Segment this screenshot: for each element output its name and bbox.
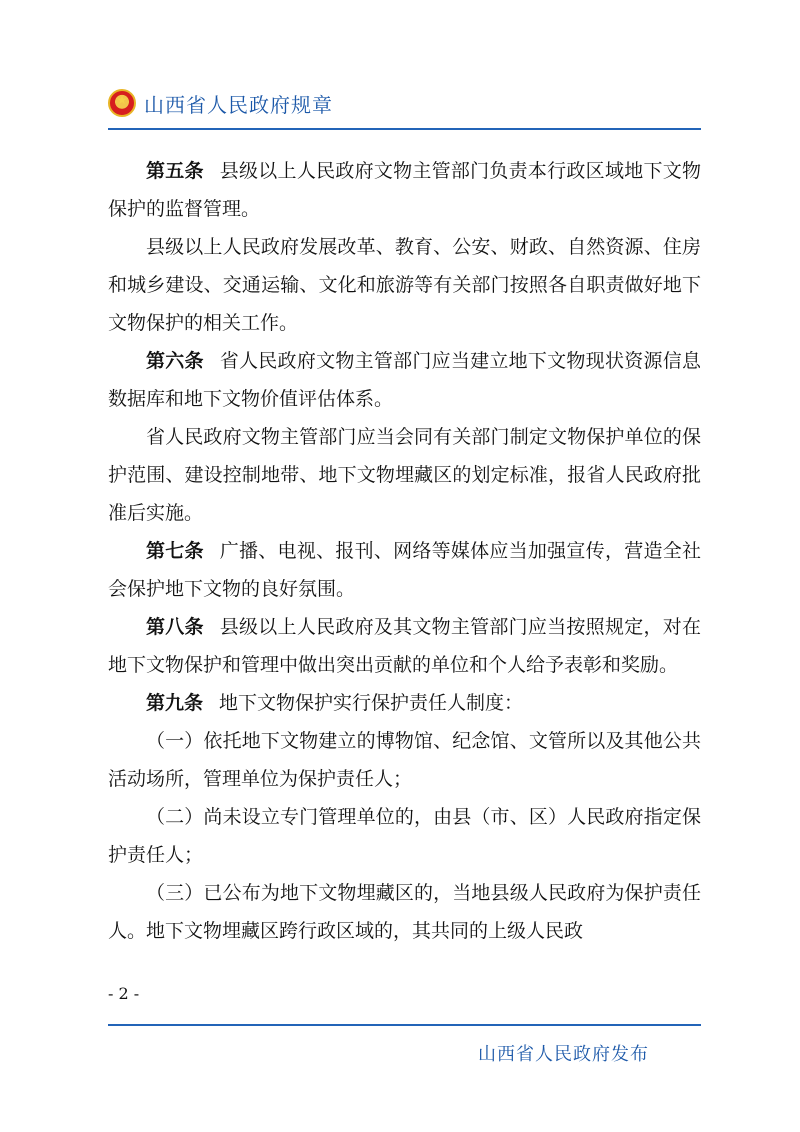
header-title: 山西省人民政府规章 xyxy=(144,92,333,117)
article-number: 第九条 xyxy=(146,692,204,714)
paragraph-text: 地下文物保护实行保护责任人制度： xyxy=(219,692,524,714)
header-rule xyxy=(108,128,701,130)
paragraph-text: 县级以上人民政府发展改革、教育、公安、财政、自然资源、住房和城乡建设、交通运输、文化和旅游等有关部门按照各自职责做好地下文物保护的相关工作。 xyxy=(108,236,701,334)
paragraph-text: 省人民政府文物主管部门应当建立地下文物现状资源信息数据库和地下文物价值评估体系。 xyxy=(108,350,701,410)
paragraph-text: 县级以上人民政府及其文物主管部门应当按照规定，对在地下文物保护和管理中做出突出贡献的单位和个人给予表彰和奖励。 xyxy=(108,616,701,676)
footer-rule xyxy=(108,1024,701,1026)
paragraph-text: （一）依托地下文物建立的博物馆、纪念馆、文管所以及其他公共活动场所，管理单位为保护责任人； xyxy=(108,730,701,790)
paragraph-text: （二）尚未设立专门管理单位的，由县（市、区）人民政府指定保护责任人； xyxy=(108,806,701,866)
paragraph-text: 县级以上人民政府文物主管部门负责本行政区域地下文物保护的监督管理。 xyxy=(108,160,701,220)
document-body xyxy=(108,152,701,950)
paragraph xyxy=(108,532,701,608)
paragraph xyxy=(108,798,701,874)
paragraph xyxy=(108,418,701,532)
paragraph xyxy=(108,874,701,950)
page-header xyxy=(108,86,333,120)
article-number: 第八条 xyxy=(146,616,204,638)
paragraph xyxy=(108,684,701,722)
article-number: 第七条 xyxy=(146,540,204,562)
page-number: - 2 - xyxy=(108,984,140,1003)
paragraph xyxy=(108,342,701,418)
national-emblem-icon xyxy=(108,89,136,117)
paragraph-text: 广播、电视、报刊、网络等媒体应当加强宣传，营造全社会保护地下文物的良好氛围。 xyxy=(108,540,701,600)
article-number: 第六条 xyxy=(146,350,204,372)
paragraph xyxy=(108,152,701,228)
article-number: 第五条 xyxy=(146,160,204,182)
paragraph-text: 省人民政府文物主管部门应当会同有关部门制定文物保护单位的保护范围、建设控制地带、地下文物埋藏区的划定标准，报省人民政府批准后实施。 xyxy=(108,426,701,524)
paragraph xyxy=(108,608,701,684)
paragraph xyxy=(108,228,701,342)
footer-publisher: 山西省人民政府发布 xyxy=(478,1044,649,1065)
paragraph-text: （三）已公布为地下文物埋藏区的，当地县级人民政府为保护责任人。地下文物埋藏区跨行政区域的，其共同的上级人民政 xyxy=(108,882,701,942)
paragraph xyxy=(108,722,701,798)
